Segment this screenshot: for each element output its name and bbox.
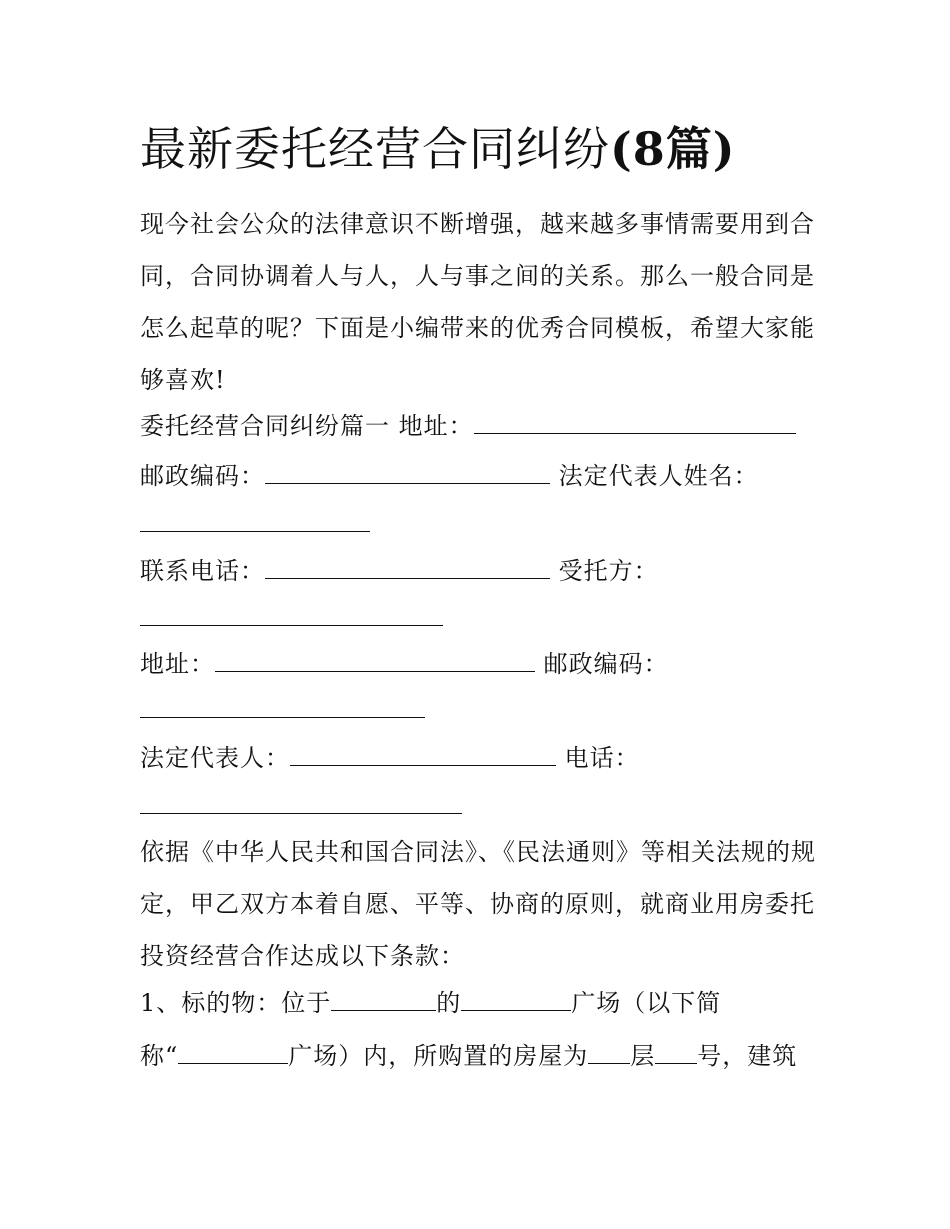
title-suffix: (8篇) (610, 122, 736, 176)
address-line-2 (140, 646, 669, 682)
address-blank-1 (474, 411, 796, 434)
postcode-blank-1 (265, 461, 550, 484)
clause-1-line2-start: 称“ (140, 1042, 179, 1070)
address-label-1: 地址： (398, 412, 474, 440)
clause-1-mid2: 广场（以下简 (571, 989, 722, 1017)
postcode-line-1 (140, 458, 759, 494)
phone-label-2: 电话： (564, 744, 640, 772)
plaza-short-blank (178, 1041, 288, 1064)
clause-1-prefix: 1、标的物：位于 (140, 989, 332, 1017)
phone-label-1: 联系电话： (140, 557, 265, 585)
postcode-blank-2 (140, 695, 425, 718)
legal-name-label: 法定代表人姓名： (558, 462, 759, 490)
location-blank (331, 988, 436, 1011)
clause-1-mid1: 的 (436, 989, 462, 1017)
postcode-label-1: 邮政编码： (140, 462, 265, 490)
floor-blank (588, 1041, 630, 1064)
plaza-blank (461, 988, 571, 1011)
trustee-blank (140, 603, 443, 626)
legal-name-blank-line (140, 506, 370, 542)
legal-rep-blank (290, 743, 556, 766)
postcode-label-2: 邮政编码： (543, 650, 669, 678)
clause-1-line2-mid: 广场）内，所购置的房屋为 (288, 1042, 589, 1070)
address-line-1 (140, 408, 796, 444)
postcode-blank-line-2 (140, 692, 425, 728)
document-title (140, 118, 840, 180)
legal-rep-label: 法定代表人： (140, 744, 290, 772)
phone-blank-1 (265, 556, 550, 579)
phone-line-1 (140, 553, 659, 589)
address-blank-2 (215, 649, 535, 672)
legal-rep-line (140, 740, 640, 776)
title-text: 最新委托经营合同纠纷 (140, 122, 610, 176)
clause-1-line-2 (140, 1038, 797, 1074)
trustee-blank-line (140, 600, 443, 636)
address-label-2: 地址： (140, 650, 215, 678)
section-heading: 委托经营合同纠纷篇一 (140, 412, 390, 440)
phone-blank-2 (140, 791, 462, 814)
clause-1-line-1 (140, 985, 721, 1021)
trustee-label: 受托方： (558, 557, 659, 585)
basis-paragraph: 依据《中华人民共和国合同法》、《民法通则》等相关法规的规定，甲乙双方本着自愿、平等、协商的原则，就商业用房委托投资经营合作达成以下条款： (140, 838, 816, 970)
number-blank (655, 1041, 697, 1064)
number-label: 号，建筑 (697, 1042, 798, 1070)
intro-paragraph: 现今社会公众的法律意识不断增强，越来越多事情需要用到合同，合同协调着人与人，人与事之间的关系。那么一般合同是怎么起草的呢？下面是小编带来的优秀合同模板，希望大家能够喜欢! (140, 210, 815, 394)
phone-blank-line-2 (140, 788, 462, 824)
floor-label: 层 (630, 1042, 656, 1070)
legal-name-blank (140, 509, 370, 532)
